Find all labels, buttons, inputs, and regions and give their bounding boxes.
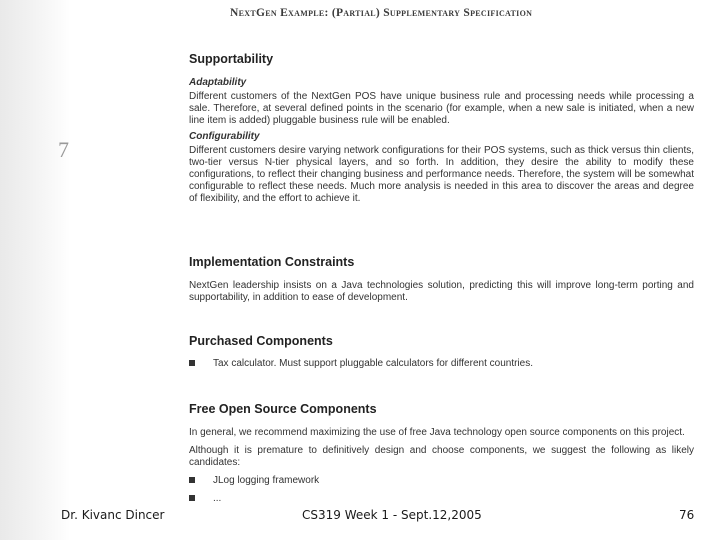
list-item	[189, 358, 694, 370]
section-supportability	[189, 52, 694, 209]
section-purchased-components	[189, 334, 694, 376]
section-free-open-source	[189, 402, 694, 511]
square-bullet-icon	[189, 360, 195, 366]
paragraph-foss-general: In general, we recommend maximizing the use of free Java technology open source components on this project.	[189, 427, 685, 438]
section-implementation-constraints	[189, 255, 694, 304]
section-heading-implementation: Implementation Constraints	[189, 255, 355, 269]
subheading-configurability: Configurability	[189, 131, 260, 142]
footer-author: Dr. Kivanc Dincer	[61, 508, 165, 522]
section-heading-supportability: Supportability	[189, 52, 274, 66]
margin-mark: 7	[58, 137, 69, 162]
footer-course: CS319 Week 1 - Sept.12,2005	[302, 508, 482, 522]
scan-edge-shadow	[0, 0, 70, 540]
list-item	[189, 493, 694, 505]
section-heading-purchased: Purchased Components	[189, 334, 333, 348]
purchased-list	[189, 358, 694, 370]
footer-page-number: 76	[679, 508, 695, 522]
section-heading-foss: Free Open Source Components	[189, 402, 377, 416]
paragraph-adaptability: Different customers of the NextGen POS have unique business rule and processing needs while processing a sale. Therefore, at several defined points in the scenario (for example, when a new sale is initiated, when a new line item is added) pluggable business rule will be enabled.	[189, 91, 694, 126]
square-bullet-icon	[189, 495, 195, 501]
paragraph-implementation: NextGen leadership insists on a Java technologies solution, predicting this will improve long-term porting and supportability, in addition to ease of development.	[189, 280, 694, 303]
list-item-text: JLog logging framework	[213, 475, 320, 486]
list-item-text: Tax calculator. Must support pluggable calculators for different countries.	[213, 358, 533, 369]
paragraph-foss-candidates: Although it is premature to definitively design and choose components, we suggest the following as likely candidates:	[189, 445, 694, 468]
list-item	[189, 475, 694, 487]
paragraph-configurability: Different customers desire varying network configurations for their POS systems, such as thick versus thin clients, two-tier versus N-tier physical layers, and so forth. In addition, they desire the ability to modify these configurations, to reflect their changing business and performance needs. Therefore, the system will be somewhat configurable to reflect these needs. Much more analysis is needed in this area to discover the areas and degree of flexibility, and the effort to achieve it.	[189, 145, 694, 204]
foss-list	[189, 475, 694, 505]
page-header: NextGen Example: (Partial) Supplementary Specification	[230, 7, 533, 19]
subheading-adaptability: Adaptability	[189, 77, 247, 88]
list-item-text: ...	[213, 493, 222, 504]
square-bullet-icon	[189, 477, 195, 483]
